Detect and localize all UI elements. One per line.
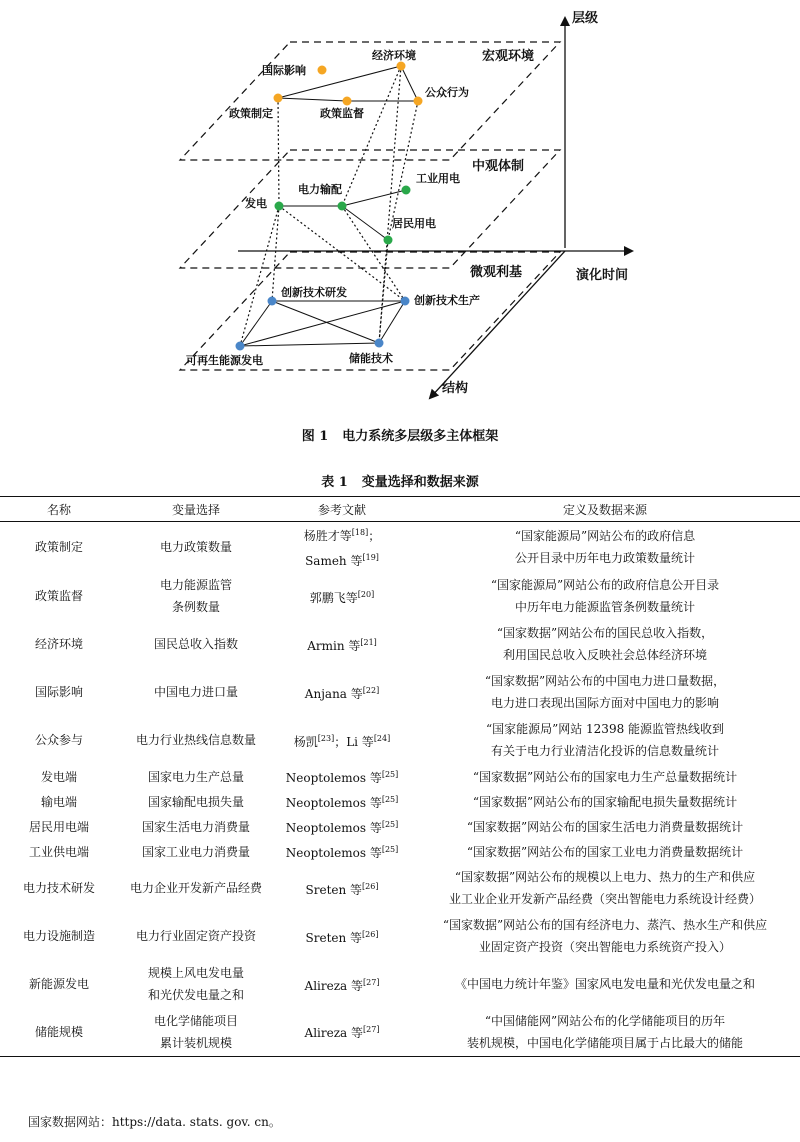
cell-name — [0, 572, 118, 620]
cell-source — [410, 668, 800, 716]
cell-line: 新能源发电 — [28, 977, 89, 991]
cell-line: 国际影响 — [34, 685, 83, 699]
cell-line: 装机规模，中国电化学储能项目属于占比最大的储能 — [466, 1035, 743, 1050]
citation-number: [25] — [381, 820, 399, 829]
cell-variable — [118, 620, 274, 668]
node-transmission — [338, 202, 347, 211]
node-residential-use — [384, 236, 393, 245]
micro-plane-label: 微观利基 — [470, 265, 523, 280]
macro-plane-label: 宏观环境 — [482, 49, 535, 64]
cell-line: 和光伏发电量之和 — [147, 988, 244, 1002]
citation-number: [25] — [381, 770, 399, 779]
header-variable: 变量选择 — [118, 497, 274, 522]
header-source: 定义及数据来源 — [410, 497, 800, 522]
cell-line: 电力政策数量 — [159, 540, 232, 554]
cell-line: “国家数据”网站公布的国有经济电力、蒸汽、热水生产和供应 — [442, 918, 768, 932]
table-body — [0, 522, 800, 1057]
cell-name — [0, 839, 118, 864]
citation-number: [25] — [381, 845, 399, 854]
cell-line: 储能规模 — [34, 1024, 83, 1039]
cell-line: “国家能源局”网站公布的政府信息 — [514, 529, 696, 543]
cell-line: 电力技术研发 — [22, 881, 95, 895]
citation-number: [26] — [362, 929, 379, 939]
node-public-behavior — [414, 97, 423, 106]
cell-line: “国家数据”网站公布的国家生活电力消费量数据统计 — [466, 819, 744, 834]
cell-reference — [274, 620, 410, 668]
reference-text: 杨凯 — [293, 734, 318, 749]
time-axis-label: 演化时间 — [576, 268, 629, 283]
label-policy-making: 政策制定 — [229, 107, 273, 120]
cell-line: “国家数据”网站公布的国家电力生产总量数据统计 — [472, 769, 738, 784]
citation-number: [19] — [362, 553, 379, 562]
cell-line: 条例数量 — [171, 600, 220, 614]
cell-line: “国家数据”网站公布的规模以上电力、热力的生产和供应 — [454, 870, 756, 884]
citation-number: [18] — [351, 528, 369, 537]
node-policy-supervision — [343, 97, 352, 106]
table-row — [0, 789, 800, 814]
cell-line: 国家生活电力消费量 — [141, 819, 250, 834]
cell-line: 国家输配电损失量 — [147, 794, 244, 809]
cell-line: 发电端 — [40, 769, 77, 784]
cell-line: 居民用电端 — [28, 819, 89, 834]
label-renewable-generation: 可再生能源发电 — [186, 354, 263, 367]
citation-number: [22] — [362, 685, 380, 695]
reference-text: ； — [368, 529, 381, 543]
reference-text: Armin 等 — [307, 638, 361, 653]
citation-number: [24] — [373, 733, 391, 743]
table-row — [0, 814, 800, 839]
cell-name — [0, 864, 118, 912]
cell-name — [0, 960, 118, 1008]
cell-source — [410, 620, 800, 668]
cell-variable — [118, 789, 274, 814]
cell-source — [410, 864, 800, 912]
citation-number: [20] — [357, 589, 375, 599]
cell-line — [274, 764, 410, 789]
label-intl-influence: 国际影响 — [262, 64, 306, 77]
node-innovation-production — [401, 297, 410, 306]
cell-line — [274, 680, 410, 705]
reference-text: ；Li 等 — [334, 734, 374, 749]
meso-plane-label: 中观体制 — [472, 159, 525, 174]
cell-name — [0, 716, 118, 764]
cell-source — [410, 572, 800, 620]
cell-line: 利用国民总收入反映社会总体经济环境 — [502, 648, 707, 662]
cell-line: 电力进口表现出国际方面对中国电力的影响 — [490, 696, 719, 710]
reference-text: Neoptolemos 等 — [285, 821, 382, 835]
reference-text: Anjana 等 — [304, 686, 363, 701]
cell-line: 累计装机规模 — [159, 1035, 232, 1050]
cell-variable — [118, 912, 274, 960]
cell-variable — [118, 839, 274, 864]
node-renewable-generation — [236, 342, 245, 351]
table-row — [0, 960, 800, 1008]
cell-variable — [118, 814, 274, 839]
cell-line — [274, 547, 410, 572]
cell-line: 业固定资产投资（突出智能电力系统资产投入） — [478, 940, 731, 954]
table-row — [0, 839, 800, 864]
cell-variable — [118, 572, 274, 620]
label-generation: 发电 — [245, 197, 267, 210]
label-residential-use: 居民用电 — [392, 217, 436, 230]
cell-line — [274, 789, 410, 814]
reference-text: Alireza 等 — [304, 978, 364, 993]
node-generation — [275, 202, 284, 211]
citation-number: [27] — [363, 977, 380, 987]
cell-line — [274, 1019, 410, 1044]
reference-text: Sreten 等 — [305, 882, 363, 897]
table-title: 变量选择和数据来源 — [361, 475, 479, 490]
cell-reference — [274, 764, 410, 789]
cell-source — [410, 522, 800, 573]
figure-caption — [0, 425, 800, 444]
cell-line: 《中国电力统计年鉴》国家风电发电量和光伏发电量之和 — [454, 977, 755, 991]
table-row — [0, 1008, 800, 1056]
table-row — [0, 864, 800, 912]
cell-source — [410, 1008, 800, 1056]
cell-line — [274, 728, 410, 753]
cell-line: 业工业企业开发新产品经费（突出智能电力系统设计经费） — [448, 892, 761, 906]
cell-line: 电力行业热线信息数量 — [135, 733, 256, 747]
reference-text: Neoptolemos 等 — [285, 796, 382, 810]
cell-line: 电力设施制造 — [22, 929, 95, 943]
cell-name — [0, 814, 118, 839]
label-policy-supervision: 政策监督 — [320, 107, 364, 120]
cell-line: 国家电力生产总量 — [147, 769, 244, 784]
cell-variable — [118, 668, 274, 716]
cell-line: 电力能源监管 — [159, 578, 232, 592]
cell-source — [410, 912, 800, 960]
cell-reference — [274, 960, 410, 1008]
cell-line: 规模上风电发电量 — [147, 966, 244, 980]
cell-reference — [274, 716, 410, 764]
cell-reference — [274, 912, 410, 960]
cell-line: 公众参与 — [34, 733, 83, 747]
label-public-behavior: 公众行为 — [425, 86, 469, 99]
cell-line: 国民总收入指数 — [153, 637, 238, 651]
cell-line: 中历年电力能源监管条例数量统计 — [514, 600, 695, 614]
label-innovation-production: 创新技术生产 — [414, 294, 480, 307]
table-row — [0, 620, 800, 668]
cell-source — [410, 789, 800, 814]
cell-name — [0, 912, 118, 960]
label-transmission: 电力输配 — [298, 183, 342, 196]
label-econ-environment: 经济环境 — [372, 49, 416, 62]
cell-line: “国家数据”网站公布的国家输配电损失量数据统计 — [472, 794, 738, 809]
cell-line — [274, 924, 410, 949]
cell-line: “中国储能网”网站公布的化学储能项目的历年 — [484, 1013, 726, 1028]
cell-line: 政策制定 — [34, 540, 83, 554]
cell-reference — [274, 522, 410, 573]
reference-text: Sreten 等 — [305, 930, 363, 945]
label-innovation-rd: 创新技术研发 — [281, 286, 347, 299]
structure-axis-label: 结构 — [442, 381, 469, 396]
cell-reference — [274, 814, 410, 839]
citation-number: [26] — [362, 881, 379, 891]
reference-text: 郭鹏飞等 — [309, 590, 358, 605]
cell-source — [410, 839, 800, 864]
cell-line — [274, 876, 410, 901]
cell-name — [0, 522, 118, 573]
cell-variable — [118, 864, 274, 912]
cell-source — [410, 960, 800, 1008]
node-industrial-use — [402, 186, 411, 195]
cell-reference — [274, 839, 410, 864]
cell-reference — [274, 864, 410, 912]
cell-line: 工业供电端 — [28, 844, 89, 859]
table-row — [0, 668, 800, 716]
reference-text: Neoptolemos 等 — [285, 771, 382, 785]
cell-line: “国家能源局”网站 12398 能源监管热线收到 — [485, 722, 725, 736]
cell-variable — [118, 960, 274, 1008]
table-row — [0, 522, 800, 573]
node-policy-making — [274, 94, 283, 103]
citation-number: [23] — [317, 733, 335, 743]
label-industrial-use: 工业用电 — [416, 172, 460, 185]
table-header-row — [0, 497, 800, 522]
cell-variable — [118, 522, 274, 573]
table-row — [0, 912, 800, 960]
cell-line: 输电端 — [40, 794, 77, 809]
header-name: 名称 — [0, 497, 118, 522]
cell-reference — [274, 789, 410, 814]
citation-number: [25] — [381, 795, 399, 804]
cell-name — [0, 1008, 118, 1056]
cell-variable — [118, 764, 274, 789]
cell-variable — [118, 1008, 274, 1056]
cell-reference — [274, 572, 410, 620]
citation-number: [27] — [363, 1025, 380, 1035]
cell-reference — [274, 1008, 410, 1056]
figure-title: 电力系统多层级多主体框架 — [342, 429, 499, 444]
cell-name — [0, 668, 118, 716]
footnote: 国家数据网站：https://data. stats. gov. cn。 — [28, 1115, 281, 1129]
header-reference: 参考文献 — [274, 497, 410, 522]
variables-table — [0, 496, 800, 1057]
cell-line — [274, 972, 410, 997]
reference-text: Sameh 等 — [305, 554, 363, 568]
table-row — [0, 572, 800, 620]
cell-line: “国家数据”网站公布的国家工业电力消费量数据统计 — [466, 844, 744, 859]
citation-number: [21] — [360, 637, 377, 647]
cell-line — [274, 522, 410, 547]
cell-variable — [118, 716, 274, 764]
figure-number: 图 1 — [301, 429, 329, 444]
node-innovation-rd — [268, 297, 277, 306]
cell-line: 电化学储能项目 — [153, 1013, 238, 1028]
cell-source — [410, 716, 800, 764]
reference-text: 杨胜才等 — [303, 529, 352, 543]
cell-line — [274, 584, 410, 609]
cell-line: “国家数据”网站公布的中国电力进口量数据， — [484, 674, 726, 688]
cell-line: 电力行业固定资产投资 — [135, 929, 256, 943]
table-number: 表 1 — [321, 475, 348, 490]
cell-name — [0, 620, 118, 668]
table-row — [0, 764, 800, 789]
cell-line: 国家工业电力消费量 — [141, 844, 250, 859]
meso-edges — [279, 190, 406, 240]
cell-source — [410, 814, 800, 839]
cell-line: 中国电力进口量 — [153, 685, 238, 699]
cell-line: 政策监督 — [34, 589, 83, 603]
cell-line: “国家数据”网站公布的国民总收入指数， — [496, 626, 714, 640]
node-storage-tech — [375, 339, 384, 348]
cell-name — [0, 764, 118, 789]
cell-line — [274, 814, 410, 839]
cell-line: “国家能源局”网站公布的政府信息公开目录 — [490, 578, 720, 592]
cell-source — [410, 764, 800, 789]
cell-line: 电力企业开发新产品经费 — [129, 881, 262, 895]
table-row — [0, 716, 800, 764]
cell-line: 有关于电力行业清洁化投诉的信息数量统计 — [490, 744, 719, 758]
cell-line: 公开目录中历年电力政策数量统计 — [514, 551, 695, 565]
cell-reference — [274, 668, 410, 716]
cell-name — [0, 789, 118, 814]
table-caption — [0, 471, 800, 490]
cell-line — [274, 632, 410, 657]
node-intl-influence — [318, 66, 327, 75]
reference-text: Alireza 等 — [304, 1026, 364, 1041]
label-storage-tech: 储能技术 — [349, 352, 393, 365]
reference-text: Neoptolemos 等 — [285, 846, 382, 860]
cell-line: 经济环境 — [34, 637, 83, 651]
level-axis-label: 层级 — [572, 11, 599, 26]
multilevel-framework-figure — [0, 0, 800, 420]
cell-line — [274, 839, 410, 864]
node-econ-environment — [397, 62, 406, 71]
